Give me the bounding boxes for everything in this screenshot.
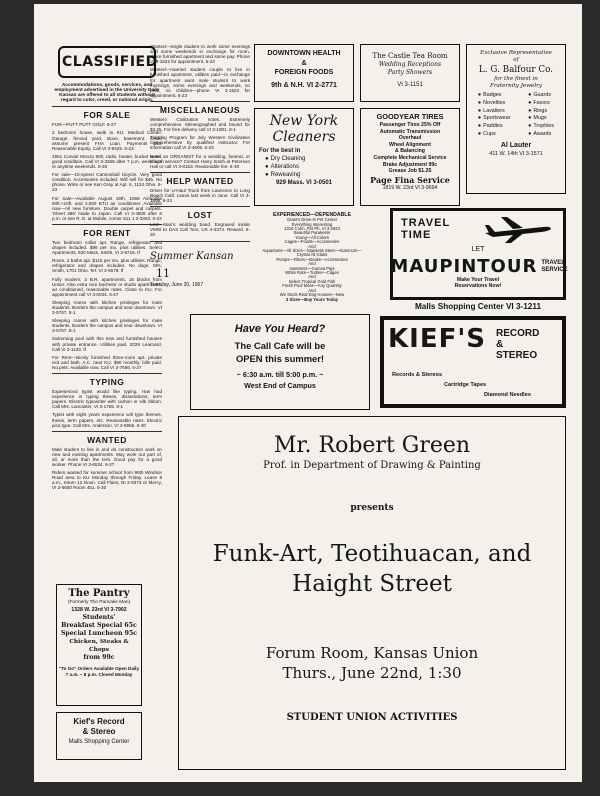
grants-line: And [308,274,316,280]
section-heading: MISCELLANEOUS [150,101,250,117]
lecture-presents: presents [350,503,394,513]
maupintour-sub: Make Your Travel Reservations Now! [454,277,502,289]
pantry-line: Students' [82,614,116,621]
maupintour-brand: MAUPINTOUR [390,256,538,277]
grants-line: Beautiful Parakeets [293,230,331,236]
balfour-item: ● Trophies [528,123,555,130]
cleaners-ad [254,108,354,206]
grants-line: And [308,243,316,249]
masthead [150,241,250,288]
lecture-ad [178,416,566,770]
cleaners-tag: For the best in [259,148,301,154]
lecture-sponsor: STUDENT UNION ACTIVITIES [286,712,458,723]
kiefs-small-name: Kief's Record [73,717,125,726]
classified-logo: CLASSIFIED [58,46,156,78]
downtown-address: 9th & N.H. VI 2-2771 [271,82,337,89]
balfour-item: ● Cups [477,130,496,137]
classified-ad: Room, 2 baths apt. $115 per mo. plus utilities. Range, refrigerator and drapes included. No dogs. Mrs. Smith, 1701 Ohio. Tel. VI 3-5578. tf [52,258,162,274]
tea-room-phone: VI 3-1151 [397,82,423,88]
classified-column [52,44,162,493]
tea-room-line1: Wedding Receptions [378,61,442,68]
maupintour-location: Malls Shopping Center VI 3-1211 [414,302,542,311]
lecture-room: Forum Room, Kansas Union [265,644,479,662]
pantry-line: Breakfast Special 65c [61,622,137,629]
cafe-location: West End of Campus [244,381,316,390]
grants-line: And [308,261,316,267]
goodyear-station: Page Fina Service [370,174,450,185]
section-heading: WANTED [52,431,162,447]
kiefs-big-ad [380,316,566,408]
balfour-tag1: for the finest in [494,76,538,82]
lecture-title2: Haight Street [292,571,452,597]
classified-ad: Sleeping rooms with kitchen privileges for male students. Borders the campus and near downtown. VI 3-5767. 8-1 [52,318,162,334]
kiefs-small-line2: & Stereo [82,727,116,736]
pantry-line: from 99c [83,654,115,661]
cafe-headline: Have You Heard? [234,323,326,335]
goodyear-line: Grease Job $1.25 [388,168,432,175]
balfour-item: ● Awards [528,130,552,137]
kiefs-small-location: Malls Shopping Center [68,739,130,745]
classified-ad: Lost—Man's wedding band. Engraved inside VMW to DAS Call Tom, UX 4-3374. Reward. 6-20 [150,222,250,238]
kiefs-t2: Cartridge Tapes [444,382,487,388]
cleaners-name1: New York [269,113,339,129]
kiefs-t3: Diamond Needles [484,392,531,398]
grants-line: And [308,287,316,293]
newspaper-page [34,4,582,782]
goodyear-title: GOODYEAR TIRES [376,112,444,121]
pantry-line: Chicken, Steaks & Chops [69,639,129,653]
classified-ad: Riders wanted for summer school from 96th Windsor Road area to KU Monday through Friday. Leave 8 a.m., return 12 Noon. Call Flairs, NI 2-9374 or Mercy, VI 2-6600 Room 451. 6-30 [52,470,162,491]
balfour-contact: Al Lauter [500,141,532,149]
section-heading: LOST [150,206,250,222]
balfour-item: ● Lavaliers [477,107,505,114]
cleaners-name2: Cleaners [272,129,336,145]
downtown-health-ad [254,44,354,102]
masthead-title: Summer Kansan [150,251,234,263]
grants-pet-ad [256,212,368,302]
classified-ad: Western Civilization notes. Extremely comprehensive. Mimeographed and bound for $4.25. For free delivery call VI 3-1901. 8-1 [150,116,250,133]
maupintour-service: TRAVEL SERVICE [541,259,568,273]
downtown-amp: & [301,60,307,67]
airplane-icon [483,215,553,245]
cleaners-address: 929 Mass. VI 3-0501 [275,180,333,186]
classified-ad: Swimming pool with this new and furnished houses with private entrance. Utilities paid. 2029 Learnard. Call VI 3-1133. tf [52,336,162,352]
balfour-intro: Exclusive Representative [480,50,552,56]
goodyear-line: & Balancing [395,148,425,155]
pantry-sub: (Formerly The Pancake Man) [67,600,131,605]
goodyear-line: Wheel Alignment [389,141,431,148]
grants-line: Cages—Foods—Accessories [284,239,340,245]
classified-column-2 [150,44,250,288]
cafe-line1: The Call Cafe will be [234,340,326,351]
grants-line: Hamsters—Guinea Pigs [289,265,335,271]
downtown-line2: FOREIGN FOODS [274,69,334,76]
grants-line: Everything Interesting [291,221,333,227]
masthead-page: 11 [156,267,170,281]
balfour-items-left [478,92,511,139]
kiefs-small-ad [56,712,142,760]
classified-ad: 2 bedroom house, walk to KU. Medical Center. Garage, fenced yard, stove, basement. Could assume present FHA Loan. Payments $80. Reasonable Equity. Call VI 3-9425. 6-23 [52,130,162,151]
classified-ad: Fully modern, 3 B.R. apartments, 15 blocks from Union. Also extra nice bachelor or studio apartments, air conditioned, reasonable rates. Close to KU. For appointment call VI 3-6034. 6-27 [52,276,162,297]
tea-room-name: The Castle Tea Room [372,52,448,60]
classified-ad: Tutoring Program for July Western Civilization Comprehensive by qualified instructor. For information call VI 3-4605. 6-23 [150,135,250,151]
section-heading: HELP WANTED [150,172,250,188]
goodyear-line: Overhaul [398,135,422,142]
grants-title: EXPERIENCED—DEPENDABLE [272,212,352,218]
balfour-item: ● Novelties [477,99,506,106]
classified-ad: 1961 Corvair Monza 900, radio, heater, bucket seats, good condition. Call VI 3-3268 after 7 p.m. weekdays or anytime weekends. 6-30 [52,153,162,170]
goodyear-line: Automatic Transmission [379,128,441,135]
goodyear-address: 1819 W. 23rd VI 3-9694 [382,184,438,191]
pantry-ad [56,584,142,706]
balfour-item: ● Paddles [477,123,503,130]
cleaners-service: ● Dry Cleaning [265,156,306,162]
tea-room-line2: Party Showers [387,69,433,76]
cleaners-service: ● Alterations [265,164,299,170]
classified-ad: Male student to live in and do construction work on new and existing apartments. May work out part of, all, or more than the rent. Good pay for a good worker. Phone VI 3-6534. 6-27 [52,446,162,467]
maupintour-travel-time [401,217,450,241]
grants-line: We Stock Real Dog Houses—New [279,292,345,298]
cleaners-service: ● Reweaving [265,172,301,178]
call-cafe-ad [190,314,370,410]
classified-intro: Accommodations, goods, services, and employment advertised in the University Daily Kansan are offered to all students without regard to color, creed, or national origin. [54,83,160,104]
grants-line: Aquariums—All Sizes—Stainless Steel—Aluminum—Crystal All Glass [262,248,362,258]
grants-line: Grant's Drive-In Pet Center [286,217,338,223]
balfour-items-right [528,92,554,139]
balfour-item: ● Rings [528,107,548,114]
grants-line: Fresh Pool Moss—Any Quantity [282,283,342,289]
grants-line: Young—All Colors [295,234,329,240]
balfour-item: ● Mugs [528,115,547,122]
classified-ad: For Sale—Available August 19th, 1966 Airmobile 60ft.×10ft. and 2,000 BTU air conditioner. Available now—All new furniture. Double carpet and carpets. 'Sheet 396' made to Japan. Call VI 3-4509 after 6 p.m. or see R. E. at Mobile, corner 611 1 3-3303. 6-23 [52,195,162,221]
balfour-items [469,92,563,139]
classified-ad: Experienced typist would like typing. Has had experience in typing theses, dissertations, term papers. Electric typewriter with carbon or silk ribbon. Call Mrs. Lancaster, VI 3-1765. 8-1 [52,389,162,410]
classified-ad: Sleeping rooms with kitchen privileges for male students. Borders the campus and near downtown. VI 3-5767. 8-1 [52,299,162,316]
balfour-item: ● Favors [528,99,550,106]
classified-ad: Wanted—married student couple to live in furnished apartment, utilities paid—in exchange for apartment want male student to work mornings, some evenings and weekends, no pets, no children—phone VI 3-1522 for appointment. 6-23 [150,67,250,98]
maupintour-brand-row [390,256,568,277]
masthead-date: Tuesday, June 20, 1967 [150,282,204,289]
section-for-rent [52,224,162,370]
goodyear-line: Passenger Tires 25% Off [379,122,441,128]
lecture-date: Thurs., June 22nd, 1:30 [282,664,462,682]
tea-room-ad [360,44,460,102]
balfour-item: ● Guards [528,92,552,98]
downtown-line1: DOWNTOWN HEALTH [267,50,341,57]
section-typing [52,373,162,428]
lecture-speaker: Mr. Robert Green [273,433,471,458]
section-heading: FOR SALE [52,106,162,122]
classified-ad: Driver for U-Haul Truck from Lawrence to Long Beach Calif. Leave last week in June. Call VI 3-1896. 6-23 [150,187,250,203]
classified-ad: Need an ORGANIST for a wedding, funeral, or church service? Contact Harry Smith at Peterson Hall or call VI 3-8153. Reasonable fee. 6-30 [150,153,250,169]
travel-word: TRAVEL [401,217,451,229]
kiefs-t1: Records & Stereos [392,372,443,378]
classified-ad: For Rent—Nicely furnished three-room apt. private exit and bath. A.C. near KU. $90 monthly, bills paid. No pets. Available now. Call VI 3-7656. 6-27 [52,354,162,370]
pantry-address: 1328 W. 23rd VI 3-7902 [71,607,127,613]
cafe-line2: OPEN this summer! [235,353,325,364]
grants-line: 1310 Conn. Pet Ph. VI 3-2923 [284,226,340,232]
pantry-line: Special Luncheon 95c [60,630,138,637]
classified-ad: FUN—PUTT PUTT GOLF. 6-27 [52,122,117,128]
balfour-address: 411 W. 14th VI 3-1571 [489,150,543,157]
lecture-role: Prof. in Department of Drawing & Painting [263,460,481,471]
grants-line: White Rats—Turtles—Cages [285,270,339,276]
section-heading: TYPING [52,373,162,389]
goodyear-line: Complete Mechanical Service [373,154,447,161]
grants-line: Pumps—Filters—Books—Accessories [276,256,348,262]
classified-ad: Wanted—single student to work some evenings and some weekends in exchange for room, share furnished apartment and some pay. Phone VI 3-1522 for appointment. 6-23 [150,44,250,65]
grants-line: 3 Sizes—Buy Yours Today [285,296,339,302]
cafe-hours: ~ 6:30 a.m. till 5:00 p.m. ~ [236,370,324,379]
balfour-item: ● Badges [477,92,502,98]
balfour-of: of [513,57,519,63]
grants-line: Select Tropical Gold Fish [288,278,336,284]
goodyear-line: Brake Adjustment 99c [382,161,438,168]
balfour-tag2: Fraternity Jewelry [490,83,542,89]
pantry-name: The Pantry [68,588,130,599]
section-wanted [52,431,162,491]
balfour-item: ● Sportswear [477,115,511,122]
section-heading: FOR RENT [52,224,162,240]
kiefs-brand: KIEF'S [388,324,487,354]
balfour-ad [466,44,566,194]
lecture-title1: Funk-Art, Teotihuacan, and [212,541,532,567]
kiefs-record-stereo: RECORD & STEREO [496,328,540,361]
goodyear-ad [360,108,460,206]
time-word: TIME [401,229,432,241]
balfour-name: L. G. Balfour Co. [478,65,554,75]
classified-ad: Two bedroom collar apt. Range, refrigerator and drapes included. $96 per mo. plus utilities. Select Apartments, 920 Mass. Smith, VI 3-9716. tf [52,239,162,256]
classified-ad: For sale—10-speed Cannonball bicycle. Very good condition. Accessories included. Will sell for $45. No phone. Write or see Ken Gray at Apt. 6, 1124 Ohio. 6-23 [52,172,162,193]
pantry-footer: "To Go" Orders Available Open Daily 7 a.m. – 8 p.m. Closed Monday [59,666,140,677]
maupintour-let: LET [471,246,485,253]
classified-ad: Typist with eight years experience will type themes, thesis, term papers, etc. Reasonable rates. Electric pica type. Call Mrs. Anderson, VI 3-6956. 6-30 [52,412,162,428]
section-for-sale [52,106,162,221]
maupintour-ad [390,208,566,300]
